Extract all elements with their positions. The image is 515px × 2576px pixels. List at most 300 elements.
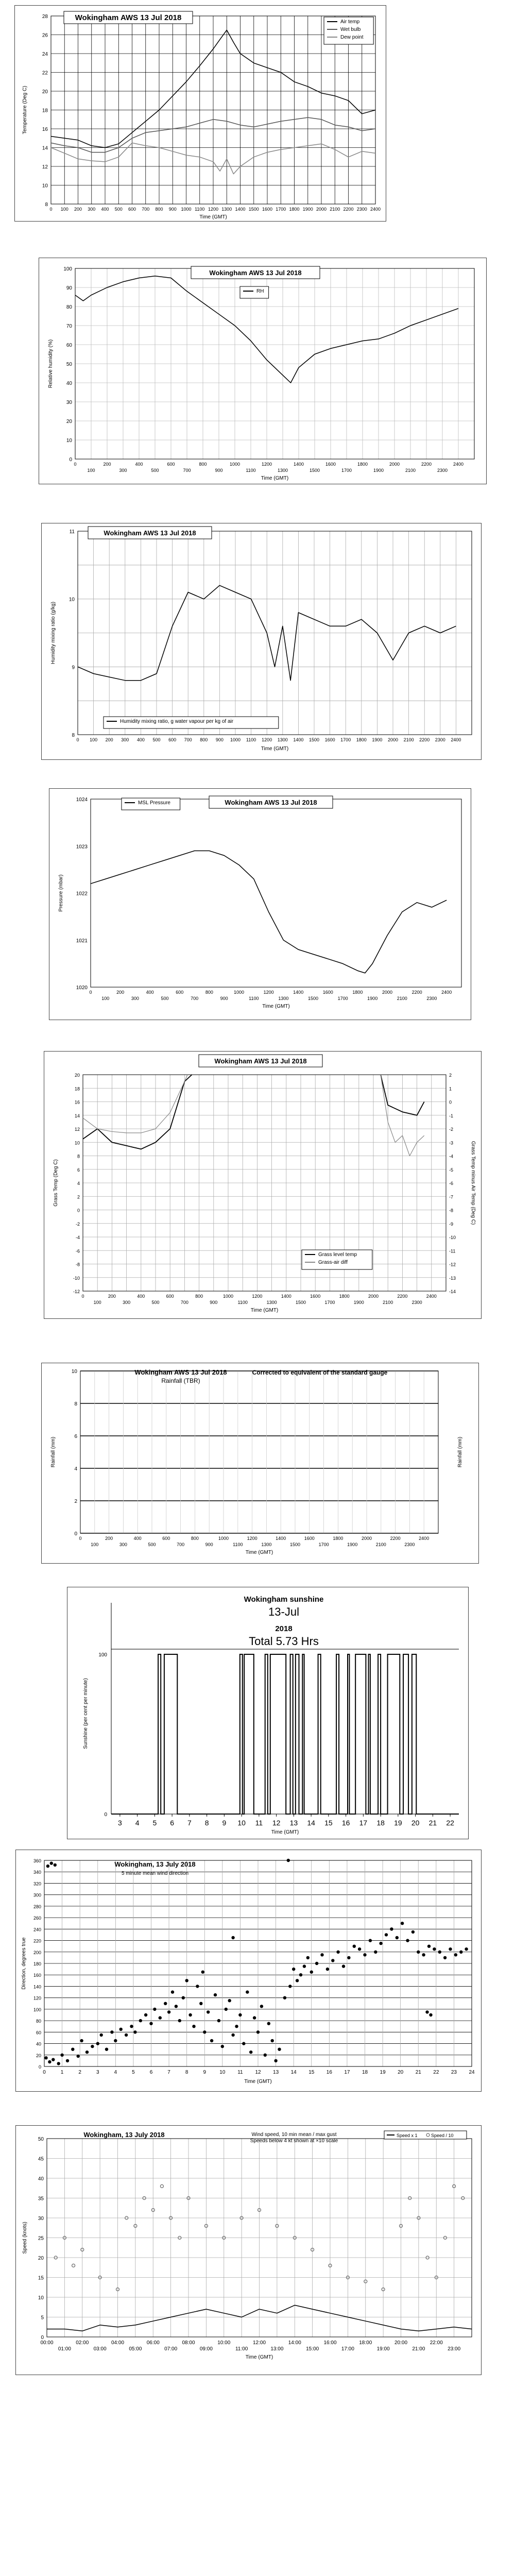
x-tick-label: 1800: [357, 462, 368, 467]
x-tick-label: 2300: [437, 468, 448, 473]
x-tick-label: 24: [469, 2070, 475, 2075]
x-tick-label: 600: [166, 1294, 174, 1299]
x-tick-label: 100: [87, 468, 95, 473]
y-tick-label: 24: [42, 52, 48, 57]
x-tick-label: 1500: [248, 207, 259, 212]
y-tick-label: 20: [36, 2053, 41, 2058]
data-point: [207, 2010, 210, 2013]
x-tick-label: 1100: [195, 207, 205, 212]
legend-label-1: Grass-air diff: [318, 1260, 348, 1265]
mixing-ratio-plot: [42, 523, 482, 760]
x-tick-label: 04:00: [111, 2340, 125, 2346]
x-tick-label: 2000: [316, 207, 327, 212]
y-tick-label: 35: [38, 2196, 44, 2202]
data-point: [171, 1990, 174, 1993]
data-point: [433, 1947, 436, 1951]
data-point: [390, 1927, 393, 1930]
chart-note: Corrected to equivalent of the standard gauge: [252, 1369, 388, 1376]
x-tick-label: 700: [177, 1542, 185, 1547]
data-point: [342, 1964, 345, 1968]
x-tick-label: 1300: [266, 1300, 277, 1305]
x-tick-label: 15:00: [306, 2346, 319, 2352]
data-point: [238, 2013, 242, 2016]
x-tick-label: 0: [81, 1294, 84, 1299]
y-tick-label: 10: [66, 438, 72, 444]
data-point: [459, 1951, 462, 1954]
y-right-tick-label: -13: [449, 1275, 456, 1281]
x-tick-label: 100: [90, 737, 98, 742]
y-tick-label: 240: [33, 1927, 41, 1933]
x-tick-label: 1000: [181, 207, 192, 212]
data-point: [363, 1953, 366, 1956]
y-tick-label: 18: [74, 1086, 80, 1092]
x-tick-label: 2400: [426, 1294, 437, 1299]
legend-label-0: Humidity mixing ratio, g water vapour per kg of air: [120, 719, 234, 724]
x-tick-label: 100: [91, 1542, 99, 1547]
data-point: [331, 1959, 334, 1962]
x-tick-label: 1300: [277, 737, 288, 742]
y-tick-label: 10: [74, 1140, 80, 1146]
data-point: [231, 1936, 234, 1939]
x-tick-label: 2400: [370, 207, 381, 212]
grass-temp-chart: [44, 1051, 482, 1319]
x-tick-label: 900: [168, 207, 177, 212]
x-tick-label: 800: [200, 737, 208, 742]
legend-label-0: Speed x 1: [397, 2133, 418, 2138]
x-tick-label: 900: [215, 737, 224, 742]
y-right-tick-label: -12: [449, 1262, 456, 1267]
y-tick-label: 40: [38, 2176, 44, 2182]
x-tick-label: 12: [255, 2070, 261, 2075]
data-point: [214, 1993, 217, 1996]
x-tick-label: 1200: [247, 1536, 258, 1541]
x-tick-label: 300: [119, 1542, 127, 1547]
data-point: [379, 1942, 382, 1945]
x-tick-label: 900: [220, 996, 228, 1001]
rainfall-plot: [42, 1363, 479, 1564]
wind-direction-plot: [16, 1850, 482, 2092]
x-tick-label: 1400: [235, 207, 246, 212]
data-point: [160, 2184, 163, 2188]
y-tick-label: 80: [66, 304, 72, 310]
x-tick-label: 1200: [261, 462, 272, 467]
y-tick-label: 300: [33, 1892, 41, 1898]
y-tick-label: 20: [66, 419, 72, 425]
wind-direction-chart: [15, 1850, 482, 2092]
x-tick-label: 23:00: [448, 2346, 461, 2352]
x-tick-label: 2200: [411, 990, 422, 995]
x-tick-label: 13: [273, 2070, 279, 2075]
x-tick-label: 1400: [281, 1294, 291, 1299]
data-point: [246, 1990, 249, 1993]
x-tick-label: 300: [119, 468, 127, 473]
plot-frame: [80, 1371, 438, 1533]
y-tick-label: 12: [42, 164, 48, 170]
x-tick-label: 1800: [333, 1536, 344, 1541]
y-tick-label: -2: [75, 1221, 80, 1227]
data-point: [306, 1956, 310, 1959]
data-point: [66, 2059, 69, 2062]
y-tick-label: 50: [38, 2137, 44, 2142]
data-point: [130, 2025, 133, 2028]
x-tick-label: 600: [176, 990, 184, 995]
y-tick-label: 1021: [76, 938, 88, 944]
y-tick-label: 12: [74, 1127, 80, 1132]
y-tick-label: 10: [42, 183, 48, 189]
y-tick-label: 40: [66, 381, 72, 386]
y-axis-label: Speed (knots): [22, 2222, 28, 2254]
x-tick-label: 10: [237, 1819, 246, 1827]
series-line-0-0: [83, 1075, 192, 1149]
data-point: [267, 2022, 270, 2025]
y-tick-label: 280: [33, 1904, 41, 1909]
x-tick-label: 400: [136, 737, 145, 742]
y-right-axis-label: Rainfall (mm): [457, 1436, 463, 1468]
y-tick-label: 16: [74, 1099, 80, 1105]
x-tick-label: 5: [132, 2070, 135, 2075]
y-tick-label: 5: [41, 2315, 44, 2321]
y-tick-label: 45: [38, 2156, 44, 2162]
x-tick-label: 500: [161, 996, 169, 1001]
y-tick-label: 100: [33, 2007, 41, 2012]
x-tick-label: 2000: [361, 1536, 372, 1541]
y-right-tick-label: -7: [449, 1194, 454, 1200]
y-tick-label: -8: [75, 1262, 80, 1267]
grass-temp-plot: [44, 1052, 482, 1319]
data-point: [196, 1985, 199, 1988]
y-tick-label: 8: [72, 733, 75, 738]
y-tick-label: -12: [73, 1289, 80, 1294]
y-tick-label: 11: [69, 529, 75, 535]
humidity-chart: [39, 258, 487, 484]
x-tick-label: 20:00: [394, 2340, 408, 2346]
data-point: [201, 1971, 204, 1974]
x-tick-label: 800: [195, 1294, 203, 1299]
data-point: [242, 2042, 245, 2045]
x-tick-label: 100: [93, 1300, 101, 1305]
x-tick-label: 200: [74, 207, 82, 212]
data-point: [144, 2013, 147, 2016]
chart-title: Wokingham AWS 13 Jul 2018: [225, 799, 317, 806]
data-point: [443, 1956, 447, 1959]
data-point: [178, 2019, 181, 2022]
pressure-chart: [49, 788, 471, 1020]
chart-title: Wokingham AWS 13 Jul 2018: [214, 1057, 307, 1065]
data-point: [299, 1973, 302, 1976]
x-tick-label: 21: [428, 1819, 437, 1827]
data-point: [50, 1861, 53, 1865]
data-point: [406, 1939, 409, 1942]
x-tick-label: 500: [152, 737, 161, 742]
x-tick-label: 1000: [230, 737, 241, 742]
x-tick-label: 400: [133, 1536, 142, 1541]
x-tick-label: 10:00: [217, 2340, 231, 2346]
x-tick-label: 17:00: [341, 2346, 354, 2352]
x-tick-label: 2200: [419, 737, 430, 742]
x-tick-label: 400: [137, 1294, 145, 1299]
x-tick-label: 1600: [324, 737, 335, 742]
legend-label-0: MSL Pressure: [138, 800, 170, 806]
rainfall-chart: [41, 1363, 479, 1564]
data-point: [449, 1947, 452, 1951]
x-tick-label: 2400: [419, 1536, 430, 1541]
x-tick-label: 700: [184, 737, 192, 742]
x-tick-label: 600: [128, 207, 136, 212]
legend-label-0: Grass level temp: [318, 1252, 357, 1258]
data-point: [315, 1962, 318, 1965]
y-tick-label: 2: [74, 1499, 77, 1504]
legend-label-1: Speed / 10: [431, 2133, 454, 2138]
x-tick-label: 3: [117, 1819, 122, 1827]
chart-subtitle: Wind speed, 10 min mean / max gust: [251, 2132, 337, 2138]
y-axis-label: Rainfall (mm): [50, 1436, 56, 1468]
data-point: [253, 2016, 256, 2019]
y-right-tick-label: -5: [449, 1167, 454, 1173]
data-point: [54, 1863, 57, 1867]
x-tick-label: 0: [76, 737, 79, 742]
chart-title: Wokingham AWS 13 Jul 2018: [75, 13, 182, 22]
x-tick-label: 2: [78, 2070, 81, 2075]
x-tick-label: 2300: [404, 1542, 415, 1547]
data-point: [228, 1999, 231, 2002]
x-tick-label: 2300: [356, 207, 367, 212]
x-tick-label: 2200: [343, 207, 354, 212]
x-tick-label: 200: [105, 1536, 113, 1541]
y-right-tick-label: 1: [449, 1086, 452, 1092]
data-point: [221, 2045, 224, 2048]
x-tick-label: 1100: [246, 468, 256, 473]
x-tick-label: 18:00: [359, 2340, 372, 2346]
x-tick-label: 500: [114, 207, 123, 212]
x-tick-label: 1600: [304, 1536, 315, 1541]
x-tick-label: 200: [103, 462, 111, 467]
x-tick-label: 09:00: [199, 2346, 213, 2352]
temperature-plot: [15, 6, 387, 222]
sunshine-chart: [67, 1587, 469, 1839]
x-tick-label: 4: [135, 1819, 140, 1827]
data-point: [326, 1968, 329, 1971]
x-axis-label: Time (GMT): [250, 1308, 279, 1313]
chart-title: Wokingham, 13 July 2018: [83, 2131, 165, 2139]
chart-subtitle2: Speeds below 4 kt shown at ×10 scale: [250, 2138, 338, 2144]
x-tick-label: 22: [433, 2070, 439, 2075]
y-tick-label: 180: [33, 1961, 41, 1967]
x-tick-label: 1900: [353, 1300, 364, 1305]
chart-date: 13-Jul: [268, 1605, 299, 1618]
data-point: [60, 2054, 63, 2057]
data-point: [438, 1951, 441, 1954]
data-point: [271, 2039, 274, 2042]
chart-title: Wokingham, 13 July 2018: [114, 1860, 196, 1868]
data-point: [105, 2048, 108, 2051]
data-point: [164, 2002, 167, 2005]
y-tick-label: 10: [71, 1369, 77, 1375]
legend-label-0: Air temp: [340, 19, 360, 25]
y-tick-label: 140: [33, 1984, 41, 1990]
x-tick-label: 1400: [293, 990, 304, 995]
y-tick-label: 220: [33, 1938, 41, 1944]
y-tick-label: 1022: [76, 891, 88, 897]
y-tick-label: 100: [98, 1652, 107, 1658]
x-tick-label: 2100: [330, 207, 340, 212]
data-point: [292, 1968, 295, 1971]
x-tick-label: 12: [272, 1819, 281, 1827]
data-point: [153, 2008, 156, 2011]
y-tick-label: 15: [38, 2275, 44, 2281]
x-tick-label: 1300: [277, 468, 288, 473]
x-tick-label: 1000: [218, 1536, 229, 1541]
x-tick-label: 13:00: [270, 2346, 284, 2352]
y-tick-label: 1023: [76, 844, 88, 850]
legend-label-1: Wet bulb: [340, 27, 361, 32]
x-tick-label: 1900: [302, 207, 313, 212]
x-tick-label: 21: [415, 2070, 421, 2075]
x-tick-label: 1700: [324, 1300, 335, 1305]
y-tick-label: 30: [66, 400, 72, 405]
y-tick-label: 20: [38, 2256, 44, 2261]
x-tick-label: 16:00: [323, 2340, 337, 2346]
x-tick-label: 0: [74, 462, 77, 467]
x-tick-label: 1300: [278, 996, 289, 1001]
chart-total: Total 5.73 Hrs: [249, 1635, 319, 1648]
x-tick-label: 2300: [411, 1300, 422, 1305]
y-right-tick-label: -4: [449, 1154, 454, 1159]
x-tick-label: 1: [60, 2070, 64, 2075]
x-tick-label: 00:00: [40, 2340, 54, 2346]
x-tick-label: 2000: [389, 462, 400, 467]
y-tick-label: 340: [33, 1870, 41, 1875]
x-tick-label: 1500: [309, 468, 320, 473]
x-tick-label: 7: [187, 1819, 192, 1827]
chart-subtitle: 5 minute mean wind direction: [121, 1871, 189, 1876]
x-tick-label: 500: [148, 1542, 156, 1547]
x-tick-label: 13: [289, 1819, 298, 1827]
x-tick-label: 08:00: [182, 2340, 195, 2346]
x-tick-label: 11: [255, 1819, 263, 1827]
x-tick-label: 1400: [276, 1536, 286, 1541]
y-tick-label: 18: [42, 108, 48, 114]
data-point: [374, 1951, 377, 1954]
x-tick-label: 6: [149, 2070, 153, 2075]
x-tick-label: 16: [326, 2070, 332, 2075]
x-tick-label: 1900: [367, 996, 378, 1001]
data-point: [91, 2045, 94, 2048]
data-point: [139, 2019, 142, 2022]
x-tick-label: 21:00: [412, 2346, 425, 2352]
x-tick-label: 1700: [276, 207, 286, 212]
data-point: [203, 2030, 206, 2033]
x-tick-label: 1400: [293, 462, 304, 467]
y-tick-label: 10: [38, 2295, 44, 2301]
x-tick-label: 03:00: [93, 2346, 107, 2352]
x-tick-label: 2400: [453, 462, 464, 467]
x-tick-label: 1500: [308, 737, 320, 742]
data-point: [192, 2025, 195, 2028]
sunshine-trace: [111, 1654, 459, 1814]
data-point: [44, 2056, 47, 2059]
data-point: [288, 1985, 291, 1988]
y-tick-label: 0: [38, 2064, 41, 2070]
x-axis-label: Time (GMT): [262, 1004, 290, 1009]
x-tick-label: 100: [101, 996, 110, 1001]
y-tick-label: 6: [74, 1434, 77, 1439]
data-point: [85, 2050, 89, 2054]
sunshine-plot: [67, 1587, 469, 1840]
data-point: [353, 1945, 356, 1948]
y-tick-label: 14: [42, 145, 48, 151]
y-axis-label: Grass Temp (Deg C): [53, 1159, 59, 1207]
wind-speed-chart: [15, 2125, 482, 2375]
y-axis-label: Temperature (Deg C): [22, 86, 28, 134]
x-tick-label: 1600: [262, 207, 273, 212]
x-tick-label: 1700: [318, 1542, 329, 1547]
x-tick-label: 2300: [426, 996, 437, 1001]
data-point: [110, 2030, 113, 2033]
x-tick-label: 1300: [221, 207, 232, 212]
y-tick-label: 16: [42, 127, 48, 132]
x-tick-label: 06:00: [146, 2340, 160, 2346]
chart-year: 2018: [275, 1624, 293, 1633]
x-tick-label: 700: [142, 207, 150, 212]
data-point: [417, 1951, 420, 1954]
x-tick-label: 2200: [421, 462, 432, 467]
x-axis-label: Time (GMT): [199, 214, 227, 220]
x-tick-label: 1500: [289, 1542, 301, 1547]
x-tick-label: 700: [183, 468, 191, 473]
x-tick-label: 1300: [261, 1542, 272, 1547]
data-point: [336, 1951, 339, 1954]
x-tick-label: 800: [191, 1536, 199, 1541]
x-tick-label: 11: [237, 2070, 243, 2075]
x-tick-label: 2300: [435, 737, 445, 742]
y-tick-label: 9: [72, 665, 75, 671]
data-point: [100, 2033, 103, 2037]
y-tick-label: 8: [45, 202, 48, 208]
x-tick-label: 7: [167, 2070, 170, 2075]
x-tick-label: 2100: [403, 737, 414, 742]
y-tick-label: 26: [42, 32, 48, 39]
x-tick-label: 1000: [233, 990, 245, 995]
data-point: [231, 2033, 234, 2037]
y-tick-label: 160: [33, 1973, 41, 1978]
x-tick-label: 19: [380, 2070, 386, 2075]
x-tick-label: 2000: [368, 1294, 379, 1299]
x-tick-label: 1500: [307, 996, 319, 1001]
x-tick-label: 800: [199, 462, 207, 467]
data-point: [133, 2030, 136, 2033]
y-tick-label: 10: [68, 597, 75, 603]
y-tick-label: 14: [74, 1113, 80, 1118]
y-tick-label: 1024: [76, 797, 88, 803]
x-tick-label: 1700: [337, 996, 348, 1001]
x-tick-label: 22:00: [430, 2340, 443, 2346]
data-point: [278, 2048, 281, 2051]
y-right-tick-label: -6: [449, 1181, 454, 1186]
y-tick-label: 0: [41, 2335, 44, 2341]
data-point: [283, 1996, 286, 1999]
data-point: [80, 2039, 83, 2042]
x-tick-label: 17: [344, 2070, 350, 2075]
y-axis-label: Relative humidity (%): [48, 339, 54, 388]
x-tick-label: 14:00: [288, 2340, 301, 2346]
y-tick-label: -6: [75, 1248, 80, 1254]
series-line-0: [91, 851, 447, 973]
data-point: [235, 2025, 238, 2028]
data-point: [264, 2054, 267, 2057]
data-point: [159, 2016, 162, 2019]
y-right-tick-label: 2: [449, 1073, 452, 1078]
x-tick-label: 2100: [397, 996, 407, 1001]
